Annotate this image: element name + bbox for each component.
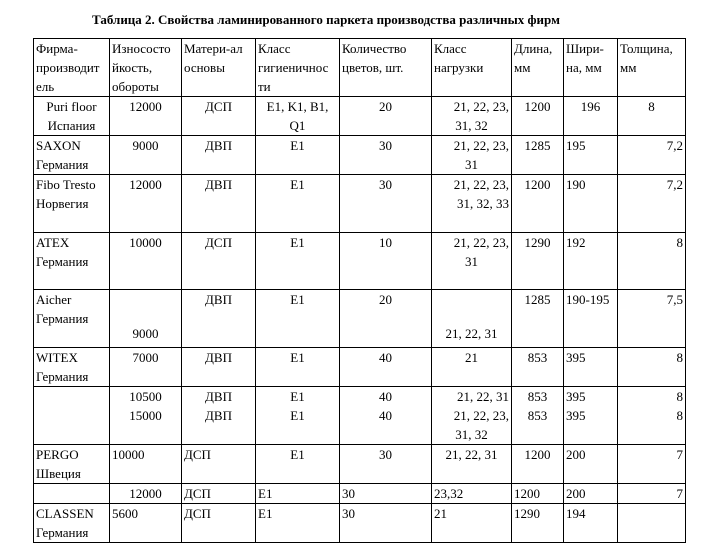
thickness-cell: 7 (618, 445, 686, 484)
wear-cell: 7000 (110, 348, 182, 387)
width-cell: 200 (564, 445, 618, 484)
hygiene-cell: E1 (256, 233, 340, 290)
table-row (34, 290, 686, 348)
length-cell: 1200 (512, 175, 564, 233)
hygiene-cell: E1 (256, 348, 340, 387)
hygiene-cell: E1, K1, B1, Q1 (256, 97, 340, 136)
hygiene-cell: E1 (256, 445, 340, 484)
wear-cell: 10000 (110, 445, 182, 484)
material-cell: ДВП (182, 348, 256, 387)
material-cell: ДВП ДВП (182, 387, 256, 445)
width-cell: 395 (564, 348, 618, 387)
firm-cell: PERGO Швеция (34, 445, 110, 484)
load-cell: 21, 22, 31 (432, 290, 512, 348)
length-cell: 853 (512, 348, 564, 387)
colors-cell: 20 (340, 290, 432, 348)
header-hygiene-class: Класс гигиеничнос ти (256, 39, 340, 97)
load-cell: 21, 22, 31 21, 22, 23, 31, 32 (432, 387, 512, 445)
width-cell: 190 (564, 175, 618, 233)
table-row (34, 136, 686, 175)
material-cell: ДВП (182, 175, 256, 233)
firm-cell: Fibo Tresto Норвегия (34, 175, 110, 233)
header-color-count: Количество цветов, шт. (340, 39, 432, 97)
load-cell: 21 (432, 504, 512, 543)
wear-cell: 9000 (110, 136, 182, 175)
thickness-cell (618, 504, 686, 543)
length-cell: 1290 (512, 504, 564, 543)
colors-cell: 40 (340, 348, 432, 387)
colors-cell: 20 (340, 97, 432, 136)
firm-cell (34, 387, 110, 445)
firm-cell: Aicher Германия (34, 290, 110, 348)
load-cell: 21, 22, 23, 31, 32 (432, 97, 512, 136)
load-cell: 21, 22, 23, 31 (432, 233, 512, 290)
wear-cell: 12000 (110, 175, 182, 233)
table-row (34, 348, 686, 387)
length-cell: 1200 (512, 445, 564, 484)
material-cell: ДСП (182, 233, 256, 290)
firm-cell: CLASSEN Германия (34, 504, 110, 543)
table-row (34, 504, 686, 543)
width-cell: 190-195 (564, 290, 618, 348)
thickness-cell: 7,2 (618, 175, 686, 233)
thickness-cell: 8 (618, 233, 686, 290)
wear-cell: 12000 (110, 484, 182, 504)
hygiene-cell: E1 (256, 504, 340, 543)
firm-cell: WITEX Германия (34, 348, 110, 387)
hygiene-cell: E1 (256, 136, 340, 175)
header-width: Шири- на, мм (564, 39, 618, 97)
hygiene-cell: E1 (256, 484, 340, 504)
wear-cell: 12000 (110, 97, 182, 136)
table-row (34, 445, 686, 484)
table-row (34, 233, 686, 290)
header-thickness: Толщина, мм (618, 39, 686, 97)
thickness-cell: 7,5 (618, 290, 686, 348)
colors-cell: 30 (340, 484, 432, 504)
colors-cell: 10 (340, 233, 432, 290)
colors-cell: 40 40 (340, 387, 432, 445)
thickness-cell: 8 8 (618, 387, 686, 445)
width-cell: 196 (564, 97, 618, 136)
width-cell: 200 (564, 484, 618, 504)
material-cell: ДВП (182, 136, 256, 175)
thickness-cell: 7 (618, 484, 686, 504)
header-row (34, 39, 686, 97)
firm-cell: Puri floor Испания (34, 97, 110, 136)
length-cell: 1285 (512, 290, 564, 348)
length-cell: 1200 (512, 97, 564, 136)
width-cell: 195 (564, 136, 618, 175)
wear-cell: 5600 (110, 504, 182, 543)
wear-cell: 9000 (110, 290, 182, 348)
parquet-properties-table (33, 38, 686, 543)
load-cell: 21, 22, 31 (432, 445, 512, 484)
hygiene-cell: E1 (256, 290, 340, 348)
firm-cell (34, 484, 110, 504)
width-cell: 192 (564, 233, 618, 290)
colors-cell: 30 (340, 504, 432, 543)
header-length: Длина, мм (512, 39, 564, 97)
load-cell: 23,32 (432, 484, 512, 504)
table-title: Таблица 2. Свойства ламинированного паркета производства различных фирм (92, 12, 560, 27)
thickness-cell: 8 (618, 348, 686, 387)
firm-cell: ATEX Германия (34, 233, 110, 290)
wear-cell: 10500 15000 (110, 387, 182, 445)
material-cell: ДСП (182, 504, 256, 543)
material-cell: ДСП (182, 445, 256, 484)
header-wear-resistance: Износосто йкость, обороты (110, 39, 182, 97)
table-row (34, 387, 686, 445)
length-cell: 1200 (512, 484, 564, 504)
colors-cell: 30 (340, 136, 432, 175)
length-cell: 1290 (512, 233, 564, 290)
colors-cell: 30 (340, 445, 432, 484)
header-firm: Фирма- производит ель (34, 39, 110, 97)
width-cell: 395 395 (564, 387, 618, 445)
firm-cell: SAXON Германия (34, 136, 110, 175)
hygiene-cell: E1 (256, 175, 340, 233)
load-cell: 21 (432, 348, 512, 387)
hygiene-cell: E1 E1 (256, 387, 340, 445)
thickness-cell: 8 (618, 97, 686, 136)
table-row (34, 175, 686, 233)
load-cell: 21, 22, 23, 31, 32, 33 (432, 175, 512, 233)
table-row (34, 484, 686, 504)
load-cell: 21, 22, 23, 31 (432, 136, 512, 175)
length-cell: 853 853 (512, 387, 564, 445)
material-cell: ДСП (182, 97, 256, 136)
header-load-class: Класс нагрузки (432, 39, 512, 97)
colors-cell: 30 (340, 175, 432, 233)
table-row (34, 97, 686, 136)
material-cell: ДВП (182, 290, 256, 348)
length-cell: 1285 (512, 136, 564, 175)
wear-cell: 10000 (110, 233, 182, 290)
material-cell: ДСП (182, 484, 256, 504)
thickness-cell: 7,2 (618, 136, 686, 175)
header-base-material: Матери-ал основы (182, 39, 256, 97)
width-cell: 194 (564, 504, 618, 543)
